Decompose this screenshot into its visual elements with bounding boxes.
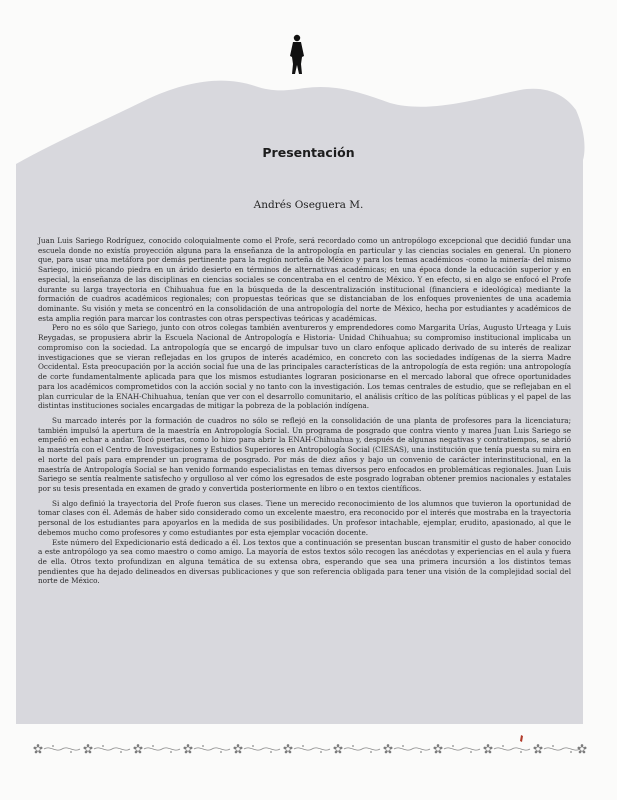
paragraph: Si algo definió la trayectoria del Profe fueron sus clases. Tiene un merecido reconocimiento de los alumnos que tuvieron la oportunidad de tomar clases con él. Además de haber sido considerado como un excelente maestro, era reconocido por el interés que mostraba en la trayectoria personal de los estudiantes para apoyarlos en la medida de sus posibilidades. Un profesor intachable, ejemplar, erudito, apasionado, al que le debemos mucho como profesores y como estudiantes por esta ejemplar vocación docente.: [38, 498, 571, 537]
paragraph: Pero no es sólo que Sariego, junto con otros colegas también aventureros y emprendedores como Margarita Urías, Augusto Urteaga y Luis Reygadas, se propusiera abrir la Escuela Nacional de Antropología e Historia- Unidad Chihuahua; su compromiso institucional implicaba un compromiso con la sociedad. La antropología que se encargó de impulsar tuvo un claro enfoque aplicado derivado de su interés de realizar investigaciones que se vieran reflejadas en los grupos de interés académico, en concreto con las sociedades indígenas de la sierra Madre Occidental. Esta preocupación por la acción social fue una de las principales características de la antropología de esta región: una antropología de corte fundamentalmente aplicada para que los mismos estudiantes lograran posicionarse en el mercado laboral que ofrece oportunidades para los académicos comprometidos con la acción social y no tanto con la investigación. Los temas centrales de estudio, que se reflejaban en el plan curricular de la ENAH-Chihuahua, tenían que ver con el desarrollo comunitario, el análisis crítico de las políticas públicas y el papel de las distintas instituciones sociales encargadas de mitigar la pobreza de la población indígena.: [38, 323, 571, 411]
author-name: Andrés Oseguera M.: [253, 199, 364, 211]
person-silhouette-icon: [287, 34, 307, 76]
article-body: [38, 236, 571, 586]
paragraph: Este número del Expedicionario está dedicado a él. Los textos que a continuación se presentan buscan transmitir el gusto de haber conocido a este antropólogo ya sea como maestro o como amigo. La mayoría de estos textos sólo recogen las anécdotas y experiencias en el aula y fuera de ella. Otros texto profundizan en alguna temática de su extensa obra, esperando que sea una primera incursión a los distintos temas pendientes que ha dejado delineados en diversas publicaciones y que son referencia obligada para tener una visión de la complejidad social del norte de México.: [38, 537, 571, 586]
paragraph: Su marcado interés por la formación de cuadros no sólo se reflejó en la consolidación de una planta de profesores para la licenciatura; también impulsó la apertura de la maestría en Antropología Social. Un programa de posgrado que contra viento y marea Juan Luis Sariego se empeñó en echar a andar. Tocó puertas, como lo hizo para abrir la ENAH-Chihuahua y, después de algunas negativas y contratiempos, se abrió la maestría con el Centro de Investigaciones y Estudios Superiores en Antropología Social (CIESAS), una institución que tenía puesta su mira en el norte del país para emprender un programa de posgrado. Por más de diez años y bajo un convenio de carácter interinstitucional, en la maestría de Antropología Social se han venido formando especialistas en temas diversos pero enfocados en problemáticas regionales. Juan Luis Sariego se sentía realmente satisfecho y orgulloso al ver cómo los egresados de este posgrado lograban obtener premios nacionales y estatales por su tesis presentada en examen de grado y convertida posteriormente en libro o en textos científicos.: [38, 415, 571, 493]
floral-border: [30, 738, 590, 760]
paragraph: Juan Luis Sariego Rodríguez, conocido coloquialmente como el Profe, será recordado como un antropólogo excepcional que decidió fundar una escuela donde no existía proyección alguna para la enseñanza de la antropología en particular y las ciencias sociales en general. Un pionero que, para usar una metáfora por demás pertinente para la región norteña de México y para los temas académicos -como la minería- del mismo Sariego, inició picando piedra en un árido desierto en términos de alternativas académicas; en una época donde la educación superior y en especial, la enseñanza de las disciplinas en ciencias sociales se concentraba en el centro de México. Y en efecto, si en algo se enfocó el Profe durante su larga trayectoria en Chihuahua fue en la búsqueda de la descentralización institucional (financiera e ideológica) mediante la formación de cuadros académicos regionales; con propuestas teóricas que se distanciaban de los enfoques provenientes de una academia dominante. Su visión y meta se concentró en la consolidación de una antropología del norte de México, hecha por estudiantes y académicos de esta amplia región para marcar los contrastes con otras perspectivas teóricas y académicas.: [38, 236, 571, 323]
page-title: Presentación: [262, 145, 355, 160]
